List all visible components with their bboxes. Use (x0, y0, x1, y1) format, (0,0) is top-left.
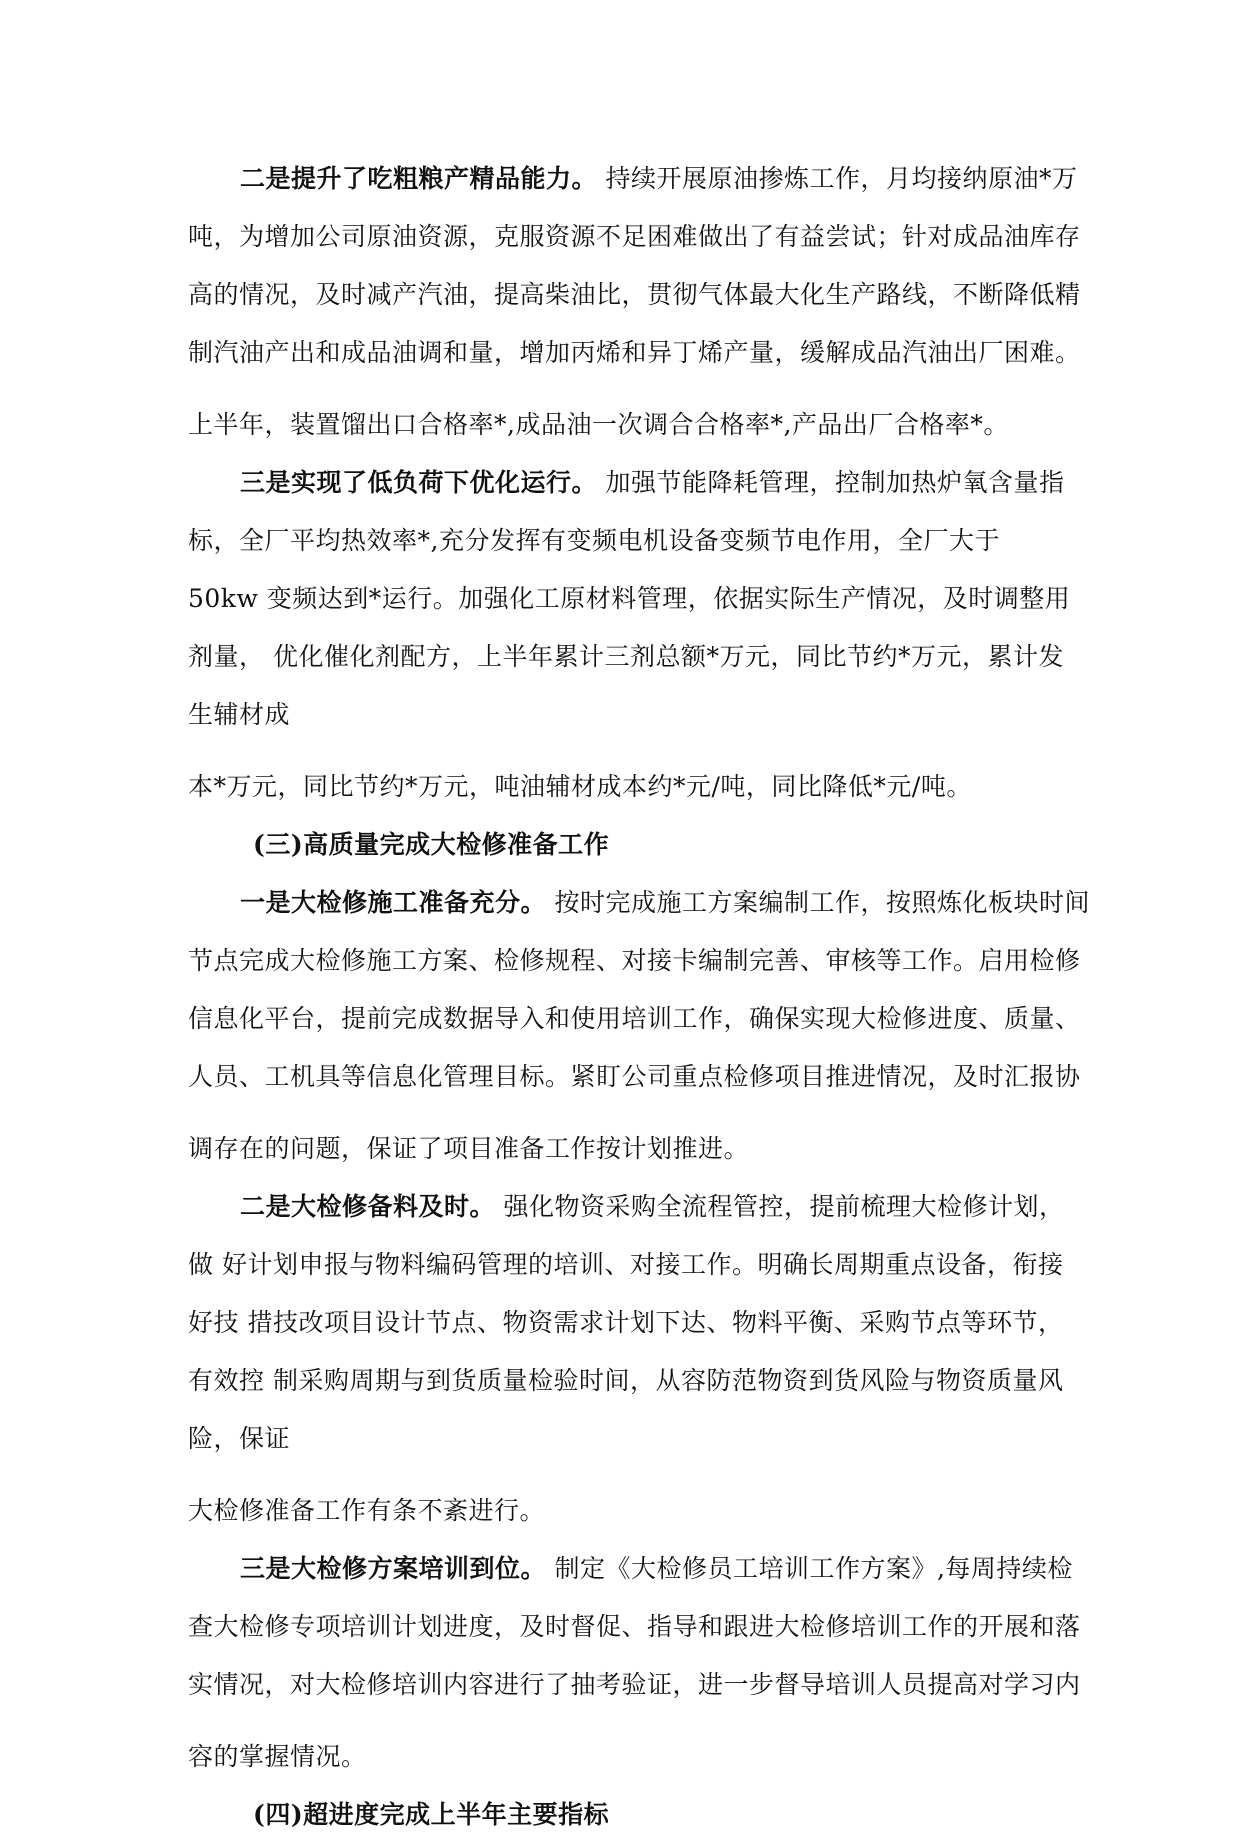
paragraph-line: 调存在的问题，保证了项目准备工作按计划推进。 (188, 1134, 750, 1163)
section-heading: (三)高质量完成大检修准备工作 (253, 830, 610, 859)
paragraph-line: 吨，为增加公司原油资源，克服资源不足困难做出了有益尝试；针对成品油库存 (188, 222, 1081, 251)
paragraph-line: 生辅材成 (188, 700, 291, 729)
paragraph-text: 制定《大检修员工培训工作方案》,每周持续检 (546, 1554, 1073, 1583)
paragraph-line: 制汽油产出和成品油调和量，增加丙烯和异丁烯产量，缓解成品汽油出厂困难。 (188, 338, 1081, 367)
paragraph-line: 本*万元，同比节约*万元，吨油辅材成本约*元/吨，同比降低*元/吨。 (188, 772, 972, 801)
paragraph-line (188, 874, 1090, 932)
paragraph-line: 好技 措技改项目设计节点、物资需求计划下达、物料平衡、采购节点等环节， (188, 1308, 1064, 1337)
paragraph-line: 大检修准备工作有条不紊进行。 (188, 1496, 546, 1525)
paragraph-line: 节点完成大检修施工方案、检修规程、对接卡编制完善、审核等工作。启用检修 (188, 946, 1081, 975)
paragraph-line: 查大检修专项培训计划进度，及时督促、指导和跟进大检修培训工作的开展和落 (188, 1612, 1081, 1641)
paragraph-lead: 三是大检修方案培训到位。 (240, 1554, 547, 1583)
paragraph-line (188, 454, 1065, 512)
paragraph-line: 上半年，装置馏出口合格率*,成品油一次调合合格率*,产品出厂合格率*。 (188, 410, 1009, 439)
paragraph-text: 按时完成施工方案编制工作，按照炼化板块时间 (546, 888, 1090, 917)
section-heading: (四)超进度完成上半年主要指标 (253, 1800, 610, 1829)
paragraph-text: 加强节能降耗管理，控制加热炉氧含量指 (597, 468, 1065, 497)
paragraph-line: 信息化平台，提前完成数据导入和使用培训工作，确保实现大检修进度、质量、 (188, 1004, 1081, 1033)
paragraph-line: 高的情况，及时减产汽油，提高柴油比，贯彻气体最大化生产路线，不断降低精 (188, 280, 1081, 309)
paragraph-line: 容的掌握情况。 (188, 1742, 367, 1771)
paragraph-line: 人员、工机具等信息化管理目标。紧盯公司重点检修项目推进情况，及时汇报协 (188, 1062, 1081, 1091)
paragraph-line (188, 150, 1078, 208)
paragraph-line (188, 1178, 1065, 1236)
document-page (188, 150, 1090, 1844)
paragraph-line: 标，全厂平均热效率*,充分发挥有变频电机设备变频节电作用，全厂大于 (188, 526, 1000, 555)
paragraph-line: 实情况，对大检修培训内容进行了抽考验证，进一步督导培训人员提高对学习内 (188, 1670, 1081, 1699)
paragraph-line: 50kw 变频达到*运行。加强化工原材料管理，依据实际生产情况，及时调整用 (188, 584, 1071, 613)
paragraph-line: 险，保证 (188, 1424, 291, 1453)
paragraph-line: 做 好计划申报与物料编码管理的培训、对接工作。明确长周期重点设备，衔接 (188, 1250, 1064, 1279)
paragraph-lead: 二是大检修备料及时。 (240, 1192, 496, 1221)
paragraph-line (188, 1540, 1073, 1598)
paragraph-text: 强化物资采购全流程管控，提前梳理大检修计划， (495, 1192, 1065, 1221)
paragraph-line: 有效控 制采购周期与到货质量检验时间，从容防范物资到货风险与物资质量风 (188, 1366, 1064, 1395)
paragraph-lead: 二是提升了吃粗粮产精品能力。 (240, 164, 598, 193)
paragraph-text: 持续开展原油掺炼工作，月均接纳原油*万 (597, 164, 1078, 193)
paragraph-line: 剂量， 优化催化剂配方，上半年累计三剂总额*万元，同比节约*万元，累计发 (188, 642, 1064, 671)
paragraph-lead: 一是大检修施工准备充分。 (240, 888, 547, 917)
paragraph-lead: 三是实现了低负荷下优化运行。 (240, 468, 598, 497)
